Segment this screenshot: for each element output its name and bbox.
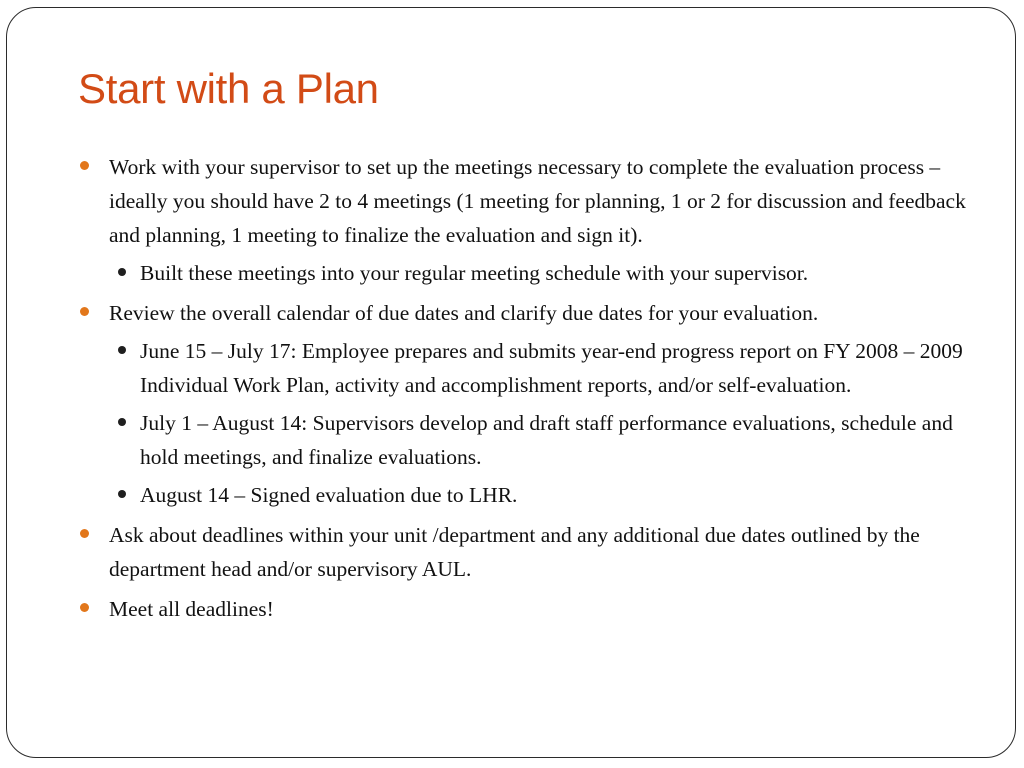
black-dot-bullet-icon bbox=[118, 490, 126, 498]
bullet-item bbox=[78, 296, 968, 512]
black-dot-bullet-icon bbox=[118, 346, 126, 354]
bullet-text: Ask about deadlines within your unit /department and any additional due dates outlined by the department head and/or supervisory AUL. bbox=[109, 523, 920, 581]
black-dot-bullet-icon bbox=[118, 268, 126, 276]
sub-bullet-text: July 1 – August 14: Supervisors develop and draft staff performance evaluations, schedule and hold meetings, and finalize evaluations. bbox=[140, 411, 953, 469]
bullet-text: Work with your supervisor to set up the meetings necessary to complete the evaluation process – ideally you should have 2 to 4 meetings (1 meeting for planning, 1 or 2 for discussion and feedback and planning, 1 meeting to finalize the evaluation and sign it). bbox=[109, 155, 966, 247]
sub-bullet-list bbox=[109, 334, 968, 512]
orange-dot-bullet-icon bbox=[80, 307, 89, 316]
slide-content bbox=[78, 150, 968, 632]
slide-title: Start with a Plan bbox=[78, 65, 379, 112]
sub-bullet-text: August 14 – Signed evaluation due to LHR. bbox=[140, 483, 518, 507]
sub-bullet-item bbox=[109, 256, 968, 290]
sub-bullet-item bbox=[109, 334, 968, 402]
bullet-item bbox=[78, 518, 968, 586]
orange-dot-bullet-icon bbox=[80, 161, 89, 170]
bullet-item bbox=[78, 592, 968, 626]
sub-bullet-text: Built these meetings into your regular meeting schedule with your supervisor. bbox=[140, 261, 809, 285]
sub-bullet-text: June 15 – July 17: Employee prepares and submits year-end progress report on FY 2008 – 2009 Individual Work Plan, activity and accomplishment reports, and/or self-evaluation. bbox=[140, 339, 963, 397]
orange-dot-bullet-icon bbox=[80, 603, 89, 612]
orange-dot-bullet-icon bbox=[80, 529, 89, 538]
sub-bullet-list bbox=[109, 256, 968, 290]
sub-bullet-item bbox=[109, 406, 968, 474]
bullet-text: Meet all deadlines! bbox=[109, 597, 274, 621]
bullet-item bbox=[78, 150, 968, 290]
black-dot-bullet-icon bbox=[118, 418, 126, 426]
bullet-text: Review the overall calendar of due dates and clarify due dates for your evaluation. bbox=[109, 301, 819, 325]
bullet-list bbox=[78, 150, 968, 626]
sub-bullet-item bbox=[109, 478, 968, 512]
